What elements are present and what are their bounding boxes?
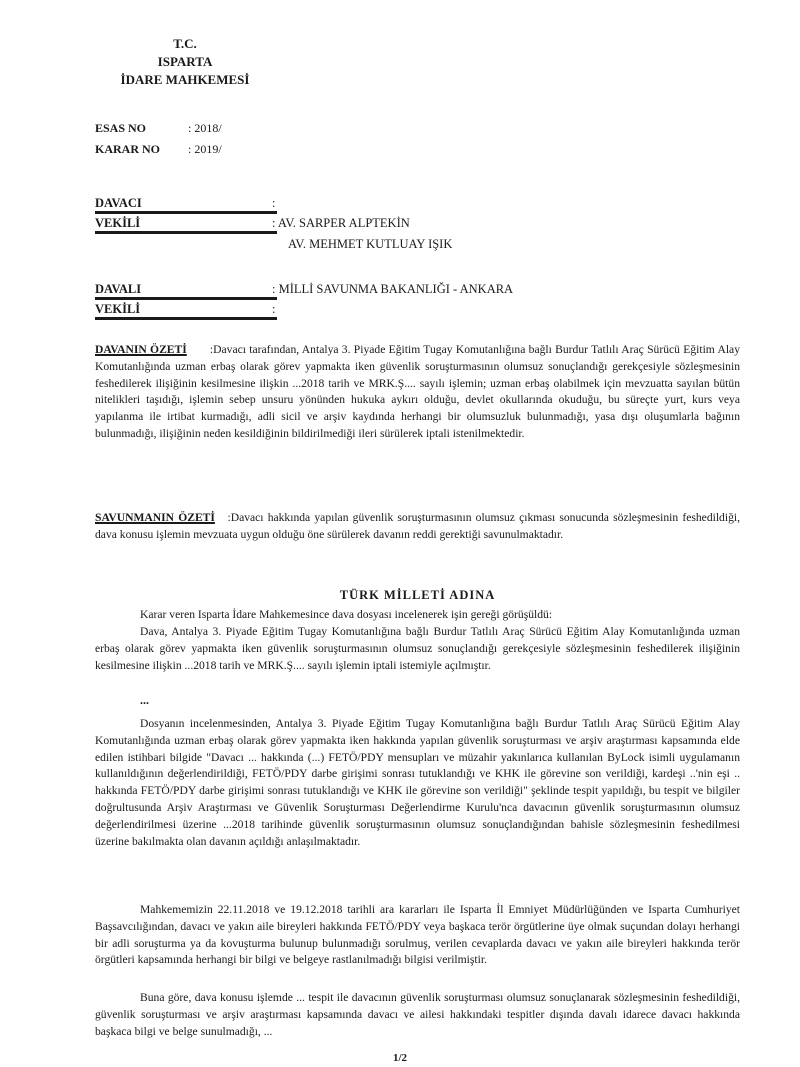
defense-summary-text: :Davacı hakkında yapılan güvenlik soruşturmasının olumsuz çıkması sonucunda sözleşmesinin feshedildiği, dava konusu işlemin mevzuata uygun olduğu öne sürülerek davanın reddi gerektiği savunulmaktadır.	[95, 511, 740, 541]
esas-value: : 2018/	[188, 121, 222, 135]
davali-underline	[95, 297, 277, 300]
vekili2-label: VEKİLİ	[95, 302, 141, 316]
defense-summary-label: SAVUNMANIN ÖZETİ	[95, 511, 215, 524]
vekili1-value2: AV. MEHMET KUTLUAY IŞIK	[288, 237, 453, 251]
body-paragraph-2: Dava, Antalya 3. Piyade Eğitim Tugay Komutanlığına bağlı Burdur Tatlılı Araç Sürücü Eğitim Alay Komutanlığında uzman erbaş olarak görev yapmakta iken güvenlik soruşturmasının olumsuz sonuçlandığı gerekçesiyle sözleşmesinin feshedilerek ilişiğinin kesilmesine ilişkin ...2018 tarih ve MRK.Ş.... sayılı işlemin iptali istemiyle açılmıştır.	[95, 625, 740, 672]
defense-summary	[95, 510, 740, 544]
davaci-value: :	[272, 196, 276, 210]
body-paragraph-5: Buna göre, dava konusu işlemde ... tespit ile davacının güvenlik soruşturması olumsuz sonuçlanarak sözleşmesinin feshedildiği, güvenlik soruşturması ve arşiv araştırması kapsamında davacı ve ailesi hakkındaki tespitler dışında davalı idarece davacı hakkında başkaca bilgi ve belge sunulmadığı, ...	[95, 991, 740, 1038]
claim-summary	[95, 342, 740, 443]
body-ellipsis: ...	[140, 693, 149, 707]
claim-summary-text: :Davacı tarafından, Antalya 3. Piyade Eğitim Tugay Komutanlığına bağlı Burdur Tatlılı Araç Sürücü Eğitim Alay Komutanlığında uzman erbaş olarak görev yapmakta iken güvenlik soruşturmasının olumsuz sonuçlandığı gerekçesiyle sözleşmesinin feshedilerek ilişiğinin kesilmesine ilişkin ...2018 tarih ve MRK.Ş.... sayılı işlemin; uzman erbaş olabilmek için mevzuatta sayılan bütün nitelikleri taşıdığı, işlemin sebep unsuru yönünden hukuka aykırı olduğu, devlet okullarında okuduğu, bu süreçte yurt, kurs veya yapılanma ile irtibat kurmadığı, adli sicil ve arşiv kaydında herhangi bir olumsuzluk bulunmadığı, yasa dışı oluşumlarla bağının bulunmadığı, ilişiğinin neden kesildiğinin bildirilmediği ileri sürülerek iptali istenilmektedir.	[95, 343, 741, 440]
page-number: 1/2	[392, 1052, 408, 1064]
davali-label: DAVALI	[95, 282, 142, 296]
karar-value: : 2019/	[188, 142, 222, 156]
decision-heading: TÜRK MİLLETİ ADINA	[339, 588, 496, 602]
davaci-label: DAVACI	[95, 196, 142, 210]
vekili1-value: : AV. SARPER ALPTEKİN	[272, 216, 410, 230]
karar-label: KARAR NO	[95, 142, 160, 156]
body-paragraph-3: Dosyanın incelenmesinden, Antalya 3. Piyade Eğitim Tugay Komutanlığına bağlı Burdur Tatlılı Araç Sürücü Eğitim Alay Komutanlığında uzman erbaş olarak görev yapmakta iken hakkında yapılan güvenlik soruşturması ve arşiv araştırması kapsamında elde edilen istihbari bilgide "Davacı ... hakkında (...) FETÖ/PDY mensupları ve müzahir yakınlarıca kullanılan ByLock isimli uygulamanın kullanıldığının değerlendirildiği, FETÖ/PDY darbe girişimi sonrası tutuklandığı ve KHK ile görevine son verildiği, kardeşi ..'nin eşi .. hakkında FETÖ/PDY darbe girişimi sonrası tutuklandığı ve KHK ile görevine son verildiği" şeklinde tespit yapıldığı, bu tespit ve bilgiler doğrultusunda Arşiv Araştırması ve Güvenlik Soruşturması Değerlendirme Kurulu'nca davacının güvenlik soruşturmasının olumsuz değerlendirilmesi üzerine ...2018 tarihinde güvenlik soruşturmasının olumsuz sonuçlandığından bahisle sözleşmesinin feshedilmesi üzerine bakılmakta olan davanın açıldığı anlaşılmaktadır.	[95, 717, 740, 848]
claim-summary-label: DAVANIN ÖZETİ	[95, 343, 187, 356]
header-city: ISPARTA	[157, 54, 213, 69]
vekili1-label: VEKİLİ	[95, 216, 141, 230]
davali-value: : MİLLİ SAVUNMA BAKANLIĞI - ANKARA	[272, 282, 514, 296]
vekili2-underline	[95, 317, 277, 320]
body-paragraph-1: Karar veren Isparta İdare Mahkemesince dava dosyası incelenerek işin gereği görüşüldü:	[140, 608, 553, 621]
davaci-underline	[95, 211, 277, 214]
vekili1-underline	[95, 231, 277, 234]
header-court: İDARE MAHKEMESİ	[120, 72, 250, 87]
header-tc: T.C.	[173, 36, 197, 51]
body-paragraph-4: Mahkememizin 22.11.2018 ve 19.12.2018 tarihli ara kararları ile Isparta İl Emniyet Müdürlüğünden ve Isparta Cumhuriyet Başsavcılığından, davacı ve yakın aile bireyleri hakkında FETÖ/PDY veya başkaca terör örgütlerine üye olmak suçundan dolayı herhangi bir adli soruşturma ya da kovuşturma bulunup bulunmadığı sorulmuş, verilen cevaplarda davacı ve yakın aile bireyleri hakkında terör örgütleri kapsamında herhangi bir bilgi ve belgeye rastlanılmadığı bilgisi verilmiştir.	[95, 903, 740, 967]
esas-label: ESAS NO	[95, 121, 147, 135]
vekili2-value: :	[272, 302, 276, 316]
